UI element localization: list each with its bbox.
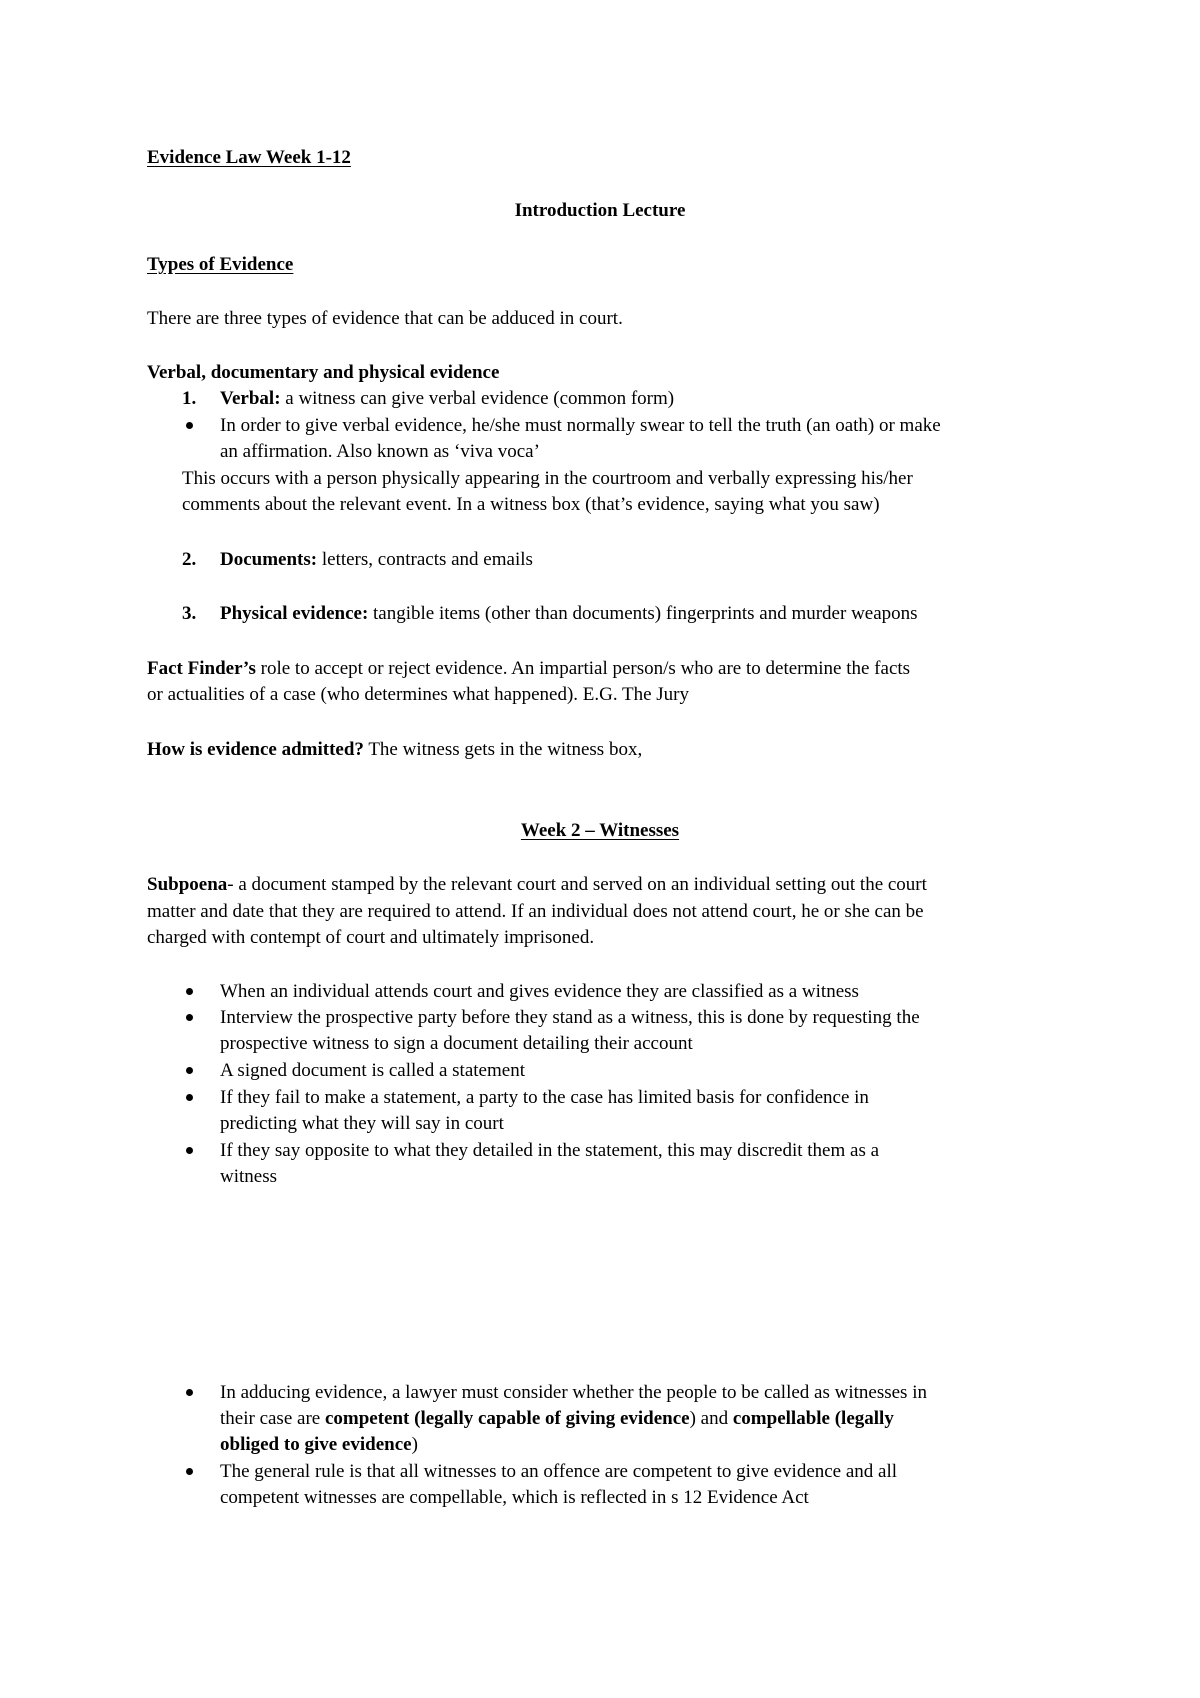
fact-finder-line-1 [147, 656, 910, 682]
bullet-icon [186, 1147, 193, 1154]
item-1-verbal [220, 386, 674, 412]
item-2-number: 2. [182, 549, 197, 570]
compellable-term: compellable (legally [732, 1408, 894, 1429]
compellable-definition: obliged to give evidence [220, 1434, 412, 1455]
evidence-admitted [147, 737, 642, 763]
general-rule-line-2: competent witnesses are compellable, which is reflected in s 12 Evidence Act [220, 1487, 809, 1508]
item-1-label: Verbal: [220, 388, 281, 409]
item-1-number: 1. [182, 388, 197, 409]
item-2-documents [220, 547, 533, 573]
verbal-bullet-line-2: an affirmation. Also known as ‘viva voca’ [220, 441, 540, 462]
item-3-label: Physical evidence: [220, 603, 369, 624]
bullet-icon [186, 1067, 193, 1074]
item-3-text: tangible items (other than documents) fingerprints and murder weapons [368, 603, 918, 624]
subpoena-line-1 [147, 872, 927, 898]
fact-finder-text: role to accept or reject evidence. An impartial person/s who are to determine the facts [255, 658, 911, 679]
fact-finder-line-2: or actualities of a case (who determines what happened). E.G. The Jury [147, 684, 690, 705]
competence-text: ) [411, 1434, 418, 1455]
bullet-icon [186, 1094, 193, 1101]
item-1-text: a witness can give verbal evidence (common form) [280, 388, 675, 409]
bullet-icon [186, 422, 193, 429]
witness-bullet-2-line-1: Interview the prospective party before they stand as a witness, this is done by requesting the [220, 1007, 920, 1028]
witness-bullet-1: When an individual attends court and gives evidence they are classified as a witness [220, 981, 859, 1002]
general-rule-line-1: The general rule is that all witnesses to an offence are competent to give evidence and all [220, 1461, 898, 1482]
item-2-text: letters, contracts and emails [317, 549, 533, 570]
item-3-number: 3. [182, 603, 197, 624]
types-heading: Types of Evidence [147, 254, 294, 275]
witness-bullet-5-line-2: witness [220, 1166, 277, 1187]
witness-bullet-4-line-2: predicting what they will say in court [220, 1113, 504, 1134]
witness-bullet-5-line-1: If they say opposite to what they detailed in the statement, this may discredit them as a [220, 1140, 880, 1161]
types-intro: There are three types of evidence that can be adduced in court. [147, 308, 623, 329]
competence-line-2 [220, 1406, 894, 1432]
verbal-para-line-1: This occurs with a person physically appearing in the courtroom and verbally expressing his/her [182, 468, 913, 489]
item-2-label: Documents: [220, 549, 318, 570]
item-3-physical [220, 601, 918, 627]
verbal-documentary-physical-heading: Verbal, documentary and physical evidence [147, 362, 500, 383]
fact-finder-label: Fact Finder’s [147, 658, 256, 679]
intro-heading: Introduction Lecture [514, 200, 686, 221]
subpoena-text: - a document stamped by the relevant court and served on an individual setting out the court [227, 874, 927, 895]
week-2-heading: Week 2 – Witnesses [520, 820, 680, 841]
verbal-para-line-2: comments about the relevant event. In a witness box (that’s evidence, saying what you saw) [182, 494, 880, 515]
witness-bullet-3: A signed document is called a statement [220, 1060, 525, 1081]
bullet-icon [186, 1014, 193, 1021]
document-title: Evidence Law Week 1-12 [147, 147, 351, 168]
competence-text: their case are [220, 1408, 325, 1429]
competent-term: competent (legally capable of giving evidence [324, 1408, 690, 1429]
competence-text: ) and [689, 1408, 733, 1429]
witness-bullet-2-line-2: prospective witness to sign a document detailing their account [220, 1033, 693, 1054]
subpoena-line-3: charged with contempt of court and ultimately imprisoned. [147, 927, 595, 948]
evidence-admitted-text: The witness gets in the witness box, [363, 739, 643, 760]
subpoena-line-2: matter and date that they are required to attend. If an individual does not attend court, he or she can be [147, 901, 924, 922]
competence-line-1: In adducing evidence, a lawyer must consider whether the people to be called as witnesses in [220, 1382, 927, 1403]
verbal-bullet-line-1: In order to give verbal evidence, he/she must normally swear to tell the truth (an oath) or make [220, 415, 941, 436]
witness-bullet-4-line-1: If they fail to make a statement, a party to the case has limited basis for confidence in [220, 1087, 869, 1108]
bullet-icon [186, 1468, 193, 1475]
evidence-admitted-label: How is evidence admitted? [147, 739, 364, 760]
competence-line-3 [220, 1432, 418, 1458]
bullet-icon [186, 988, 193, 995]
bullet-icon [186, 1389, 193, 1396]
subpoena-label: Subpoena [147, 874, 228, 895]
